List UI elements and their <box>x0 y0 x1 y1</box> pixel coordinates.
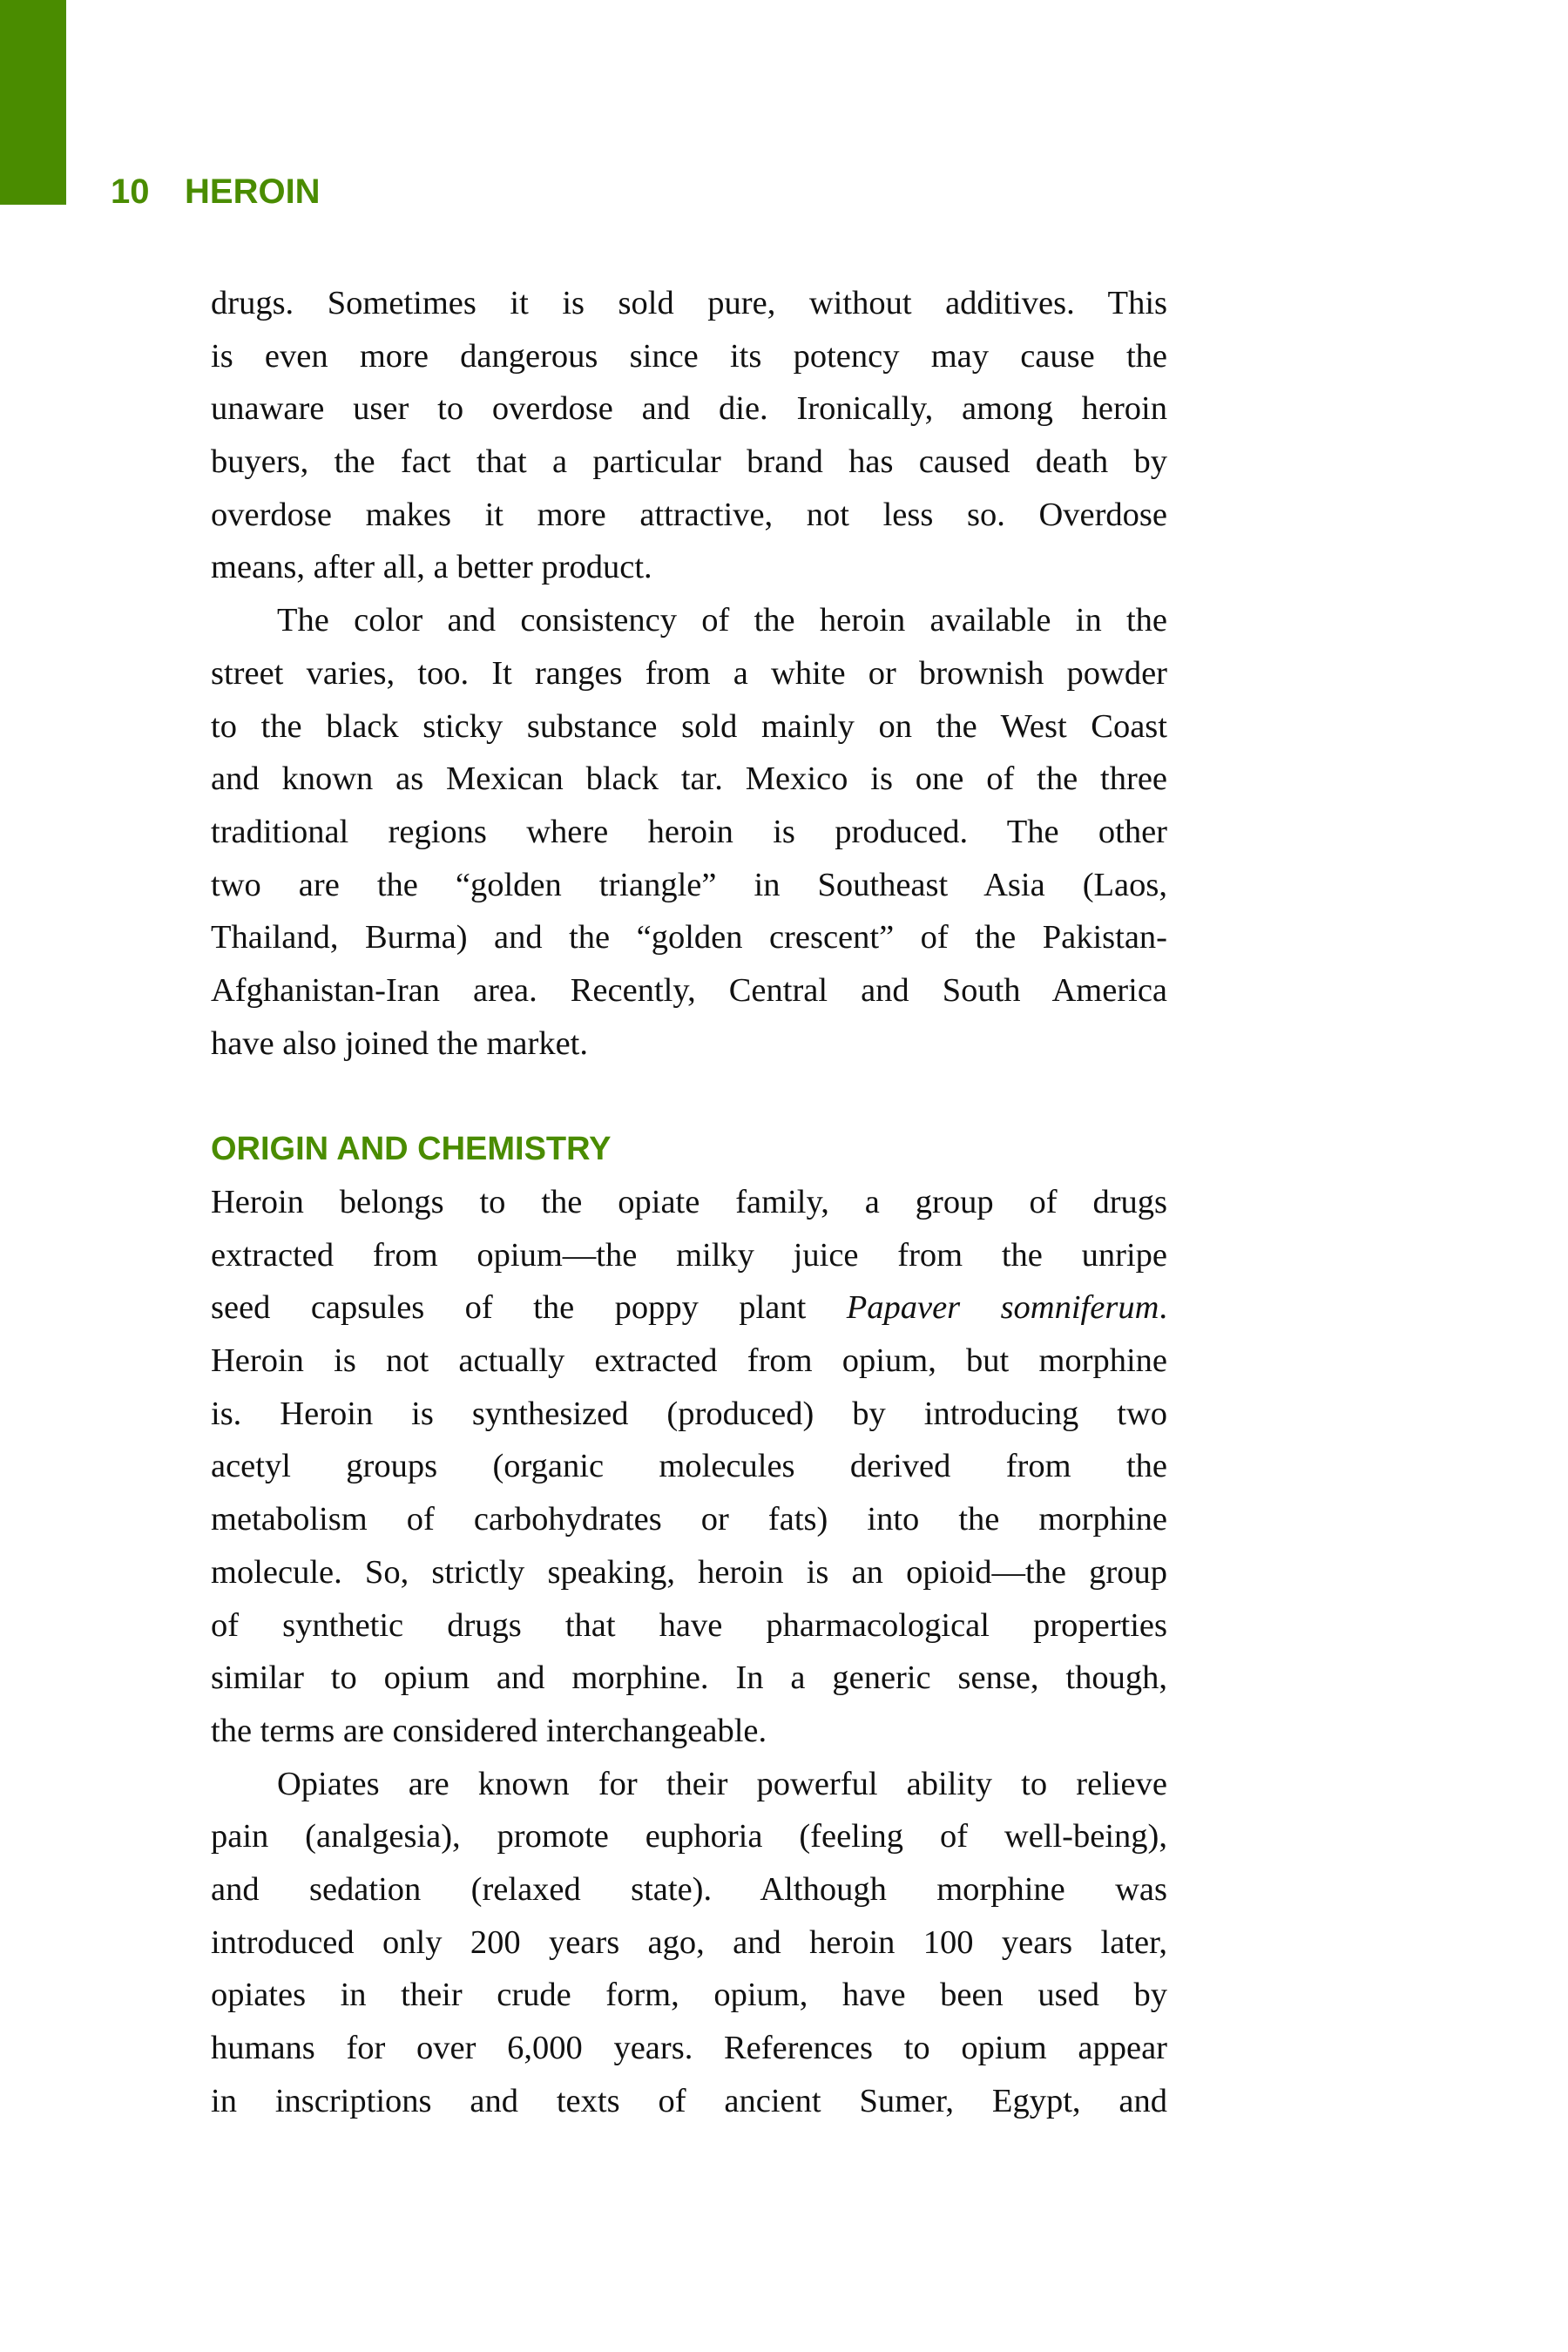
text-line: metabolism of carbohydrates or fats) into the morphine <box>211 1501 1167 1538</box>
text-line: acetyl groups (organic molecules derived from the <box>211 1448 1167 1485</box>
text-line: extracted from opium—the milky juice from the unripe <box>211 1236 1167 1274</box>
text-line: have also joined the market. <box>211 1024 588 1062</box>
text-line: opiates in their crude form, opium, have been used by <box>211 1977 1167 2014</box>
text-line: pain (analgesia), promote euphoria (feeling of well-being), <box>211 1818 1167 1855</box>
text-line <box>211 1281 1167 1335</box>
text-line: Heroin belongs to the opiate family, a group of drugs <box>211 1184 1167 1220</box>
text-segment: seed capsules of the poppy plant <box>211 1289 847 1327</box>
text-line: humans for over 6,000 years. References to opium appear <box>211 2030 1167 2066</box>
text-line: to the black sticky substance sold mainly on the West Coast <box>211 707 1167 745</box>
text-line: means, after all, a better product. <box>211 549 652 586</box>
text-line: of synthetic drugs that have pharmacological properties <box>211 1606 1167 1644</box>
text-line: is. Heroin is synthesized (produced) by introducing two <box>211 1395 1167 1432</box>
page-number: 10 <box>111 172 150 211</box>
text-line: and sedation (relaxed state). Although morphine was <box>211 1870 1167 1908</box>
text-line: overdose makes it more attractive, not less so. Overdose <box>211 496 1167 533</box>
paragraph-3 <box>211 1176 1167 1758</box>
text-line: the terms are considered interchangeable. <box>211 1712 767 1749</box>
text-line: buyers, the fact that a particular brand has caused death by <box>211 443 1167 481</box>
text-line: Heroin is not actually extracted from opium, but morphine <box>211 1342 1167 1380</box>
species-name: Papaver somniferum <box>846 1289 1159 1327</box>
text-line: street varies, too. It ranges from a white or brownish powder <box>211 654 1167 692</box>
text-line: two are the “golden triangle” in Southeast Asia (Laos, <box>211 866 1167 903</box>
paragraph-4 <box>211 1758 1167 2128</box>
text-line: Thailand, Burma) and the “golden crescent” of the Pakistan- <box>211 919 1167 956</box>
text-line: The color and consistency of the heroin available in the <box>277 602 1167 639</box>
text-line: unaware user to overdose and die. Ironically, among heroin <box>211 390 1167 428</box>
text-line: similar to opium and morphine. In a generic sense, though, <box>211 1659 1167 1697</box>
section-heading: ORIGIN AND CHEMISTRY <box>211 1131 612 1167</box>
text-line: drugs. Sometimes it is sold pure, without additives. This <box>211 285 1167 321</box>
paragraph-1 <box>211 277 1167 594</box>
chapter-tab-bar <box>0 0 66 205</box>
text-line: Afghanistan-Iran area. Recently, Central and South America <box>211 971 1167 1009</box>
text-line: introduced only 200 years ago, and heroin 100 years later, <box>211 1923 1167 1961</box>
text-line: is even more dangerous since its potency may cause the <box>211 337 1167 375</box>
text-line: in inscriptions and texts of ancient Sumer, Egypt, and <box>211 2082 1167 2119</box>
paragraph-2 <box>211 594 1167 1070</box>
text-line: Opiates are known for their powerful ability to relieve <box>277 1765 1167 1802</box>
text-line: molecule. So, strictly speaking, heroin is an opioid—the group <box>211 1553 1167 1591</box>
body-text-top <box>211 277 1167 1070</box>
text-line: and known as Mexican black tar. Mexico is one of the three <box>211 760 1167 798</box>
body-text-bottom <box>211 1176 1167 2127</box>
text-segment: . <box>1159 1289 1167 1327</box>
running-title: HEROIN <box>185 172 321 211</box>
text-line: traditional regions where heroin is produced. The other <box>211 813 1167 850</box>
